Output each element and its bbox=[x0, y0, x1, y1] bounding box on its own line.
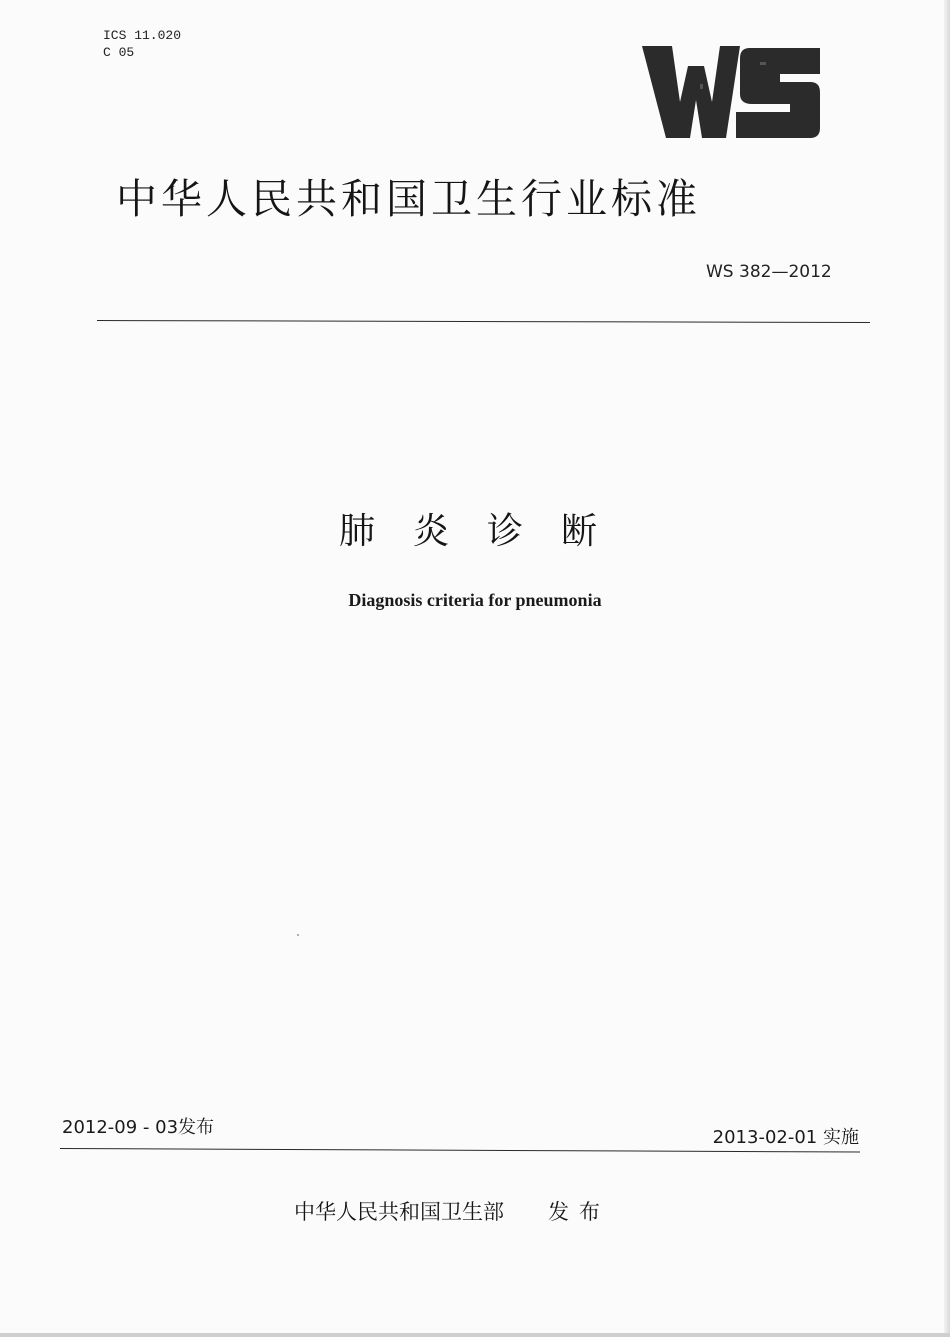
scan-speck bbox=[297, 934, 299, 936]
publisher-name: 中华人民共和国卫生部 bbox=[294, 1200, 504, 1224]
issue-date: 2012-09 - 03发布 bbox=[62, 1117, 215, 1138]
scan-edge bbox=[944, 0, 950, 1337]
ccs-code: C 05 bbox=[103, 45, 135, 60]
standard-number: WS 382—2012 bbox=[706, 262, 832, 282]
publish-action: 发布 bbox=[548, 1200, 610, 1224]
document-title-english: Diagnosis criteria for pneumonia bbox=[348, 590, 602, 610]
standard-category-title: 中华人民共和国卫生行业标准 bbox=[116, 175, 701, 223]
implementation-date: 2013-02-01 实施 bbox=[712, 1127, 859, 1148]
publisher-line bbox=[294, 1196, 610, 1226]
document-title-chinese: 肺炎诊断 bbox=[338, 511, 635, 552]
header-divider bbox=[97, 320, 870, 323]
ws-logo bbox=[640, 44, 822, 140]
classification-codes bbox=[103, 27, 181, 61]
scan-edge-bottom bbox=[0, 1333, 950, 1337]
ics-code: ICS 11.020 bbox=[103, 28, 182, 43]
